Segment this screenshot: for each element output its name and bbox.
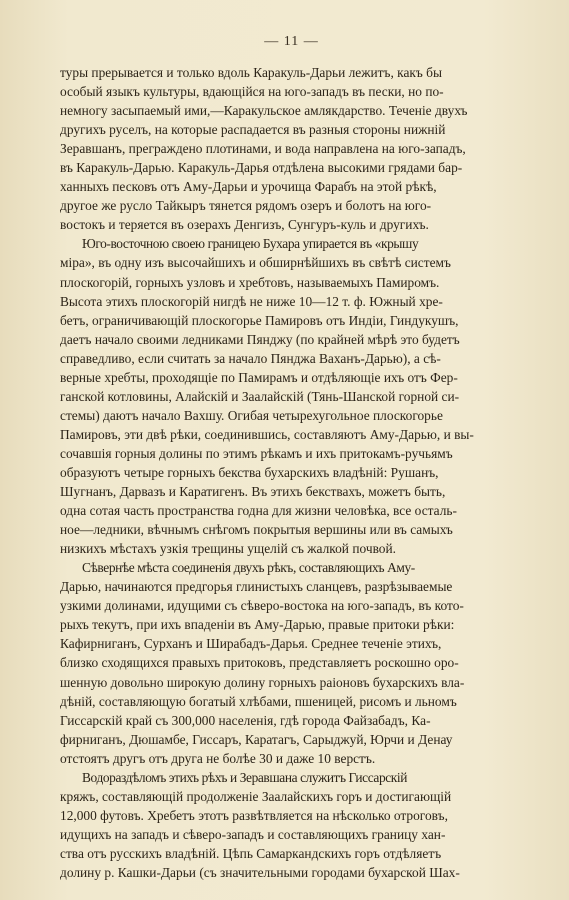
text-line: Дарью, начинаются предгорья глинистыхъ сланцевъ, разрѣзываемые — [60, 579, 453, 595]
text-line: дѣній, составляющую богатый хлѣбами, пшеницей, рисомъ и льномъ — [60, 693, 457, 709]
text-line: верные хребты, проходящіе по Памирамъ и отдѣляющіе ихъ отъ Фер- — [60, 369, 458, 385]
text-line: бетъ, ограничивающій плоскогорье Памировъ отъ Индіи, Гиндукушъ, — [60, 312, 459, 328]
paragraph — [60, 63, 523, 234]
text-line: одна сотая часть пространства годна для жизни человѣка, все осталь- — [60, 503, 457, 519]
text-line: даетъ начало своими ледниками Пянджу (по крайней мѣрѣ это будетъ — [60, 331, 460, 347]
text-line: шенную довольно широкую долину горныхъ раіоновъ бухарскихъ вла- — [60, 674, 465, 690]
text-line: низкихъ мѣстахъ узкія трещины ущелій съ жалкой почвой. — [60, 541, 397, 557]
paragraph — [60, 768, 523, 882]
text-line: фирниганъ, Дюшамбе, Гиссаръ, Каратагъ, Сарыджуй, Юрчи и Денау — [60, 731, 453, 747]
text-line: ства отъ русскихъ владѣній. Цѣпь Самаркандскихъ горъ отдѣляетъ — [60, 845, 442, 861]
text-line: другое же русло Тайкыръ тянется рядомъ озеръ и болотъ на юго- — [60, 198, 432, 214]
text-line: Гиссарскій край съ 300,000 населенія, гдѣ города Файзабадъ, Ка- — [60, 712, 431, 728]
paragraph — [60, 558, 523, 768]
text-line: рыхъ текутъ, при ихъ впаденіи въ Аму-Дарью, правые притоки рѣки: — [60, 617, 455, 633]
text-line: долину р. Кашки-Дарьи (съ значительными городами бухарской Шах- — [60, 864, 460, 880]
text-line: отстоятъ другъ отъ друга не болѣе 30 и даже 10 верстъ. — [60, 750, 376, 766]
text-line: плоскогорій, горныхъ узловъ и хребтовъ, называемыхъ Памиромъ. — [60, 274, 440, 290]
text-line: ханныхъ песковъ отъ Аму-Дарьи и урочища Фарабъ на этой рѣкѣ, — [60, 179, 437, 195]
text-line: Высота этихъ плоскогорій нигдѣ не ниже 10—12 т. ф. Южный хре- — [60, 293, 443, 309]
text-line: Сѣвернѣе мѣста соединенія двухъ рѣкъ, составляющихъ Аму- — [82, 560, 415, 576]
text-line: справедливо, если считать за начало Пянджа Ваханъ-Дарью), а сѣ- — [60, 350, 441, 366]
body-text — [60, 63, 523, 882]
text-line: востокъ и теряется въ озерахъ Денгизъ, Сунгуръ-куль и другихъ. — [60, 217, 429, 233]
text-line: Юго-восточною своею границею Бухара упирается въ «крышу — [82, 236, 419, 252]
text-line: Зеравшанъ, преграждено плотинами, и вода направлена на юго-западъ, — [60, 141, 466, 157]
text-line: особый языкъ культуры, вдающійся на юго-западъ въ пески, но по- — [60, 84, 444, 100]
text-line: стемы) даютъ начало Вахшу. Огибая четырехугольное плоскогорье — [60, 407, 443, 423]
text-line: Кафирниганъ, Сурханъ и Ширабадъ-Дарья. Среднее теченіе этихъ, — [60, 636, 442, 652]
text-line: кряжъ, составляющій продолженіе Заалайскихъ горъ и достигающій — [60, 788, 452, 804]
text-line: узкими долинами, идущими съ сѣверо-востока на юго-западъ, въ кото- — [60, 598, 464, 614]
text-line: идущихъ на западъ и сѣверо-западъ и составляющихъ границу хан- — [60, 826, 446, 842]
text-line: образуютъ четыре горныхъ бекства бухарскихъ владѣній: Рушанъ, — [60, 464, 439, 480]
text-line: сочавшія горныя долины по этимъ рѣкамъ и ихъ притокамъ-ручьямъ — [60, 445, 453, 461]
text-line: Водораздѣломъ этихъ рѣхъ и Зеравшана служитъ Гиссарскій — [82, 769, 407, 785]
text-line: немногу засыпаемый ими,—Каракульское амлякдарство. Теченіе двухъ — [60, 103, 468, 119]
text-line: ганской котловины, Алайскій и Заалайскій (Тянь-Шанской горной си- — [60, 388, 460, 404]
text-line: ное—ледники, вѣчнымъ снѣгомъ покрытыя вершины или въ самыхъ — [60, 522, 453, 538]
text-line: близко сходящихся правыхъ притоковъ, представляетъ роскошно оро- — [60, 655, 459, 671]
text-line: 12,000 футовъ. Хребетъ этотъ развѣтвляется на нѣсколько отроговъ, — [60, 807, 448, 823]
text-line: Памировъ, эти двѣ рѣки, соединившись, составляютъ Аму-Дарью, и вы- — [60, 426, 474, 442]
text-line: въ Каракуль-Дарью. Каракуль-Дарья отдѣлена высокими грядами бар- — [60, 160, 463, 176]
text-line: Шугнанъ, Дарвазъ и Каратигенъ. Въ этихъ бекствахъ, можетъ быть, — [60, 484, 446, 500]
text-line: туры прерывается и только вдоль Каракуль-Дарьи лежитъ, какъ бы — [60, 65, 442, 80]
text-line: міра», въ одну изъ высочайшихъ и обширнѣйшихъ въ свѣтѣ системъ — [60, 255, 451, 271]
paragraph — [60, 234, 523, 558]
page-number: — 11 — — [264, 34, 319, 49]
text-line: другихъ руселъ, на которые распадается въ разныя стороны нижній — [60, 122, 446, 138]
